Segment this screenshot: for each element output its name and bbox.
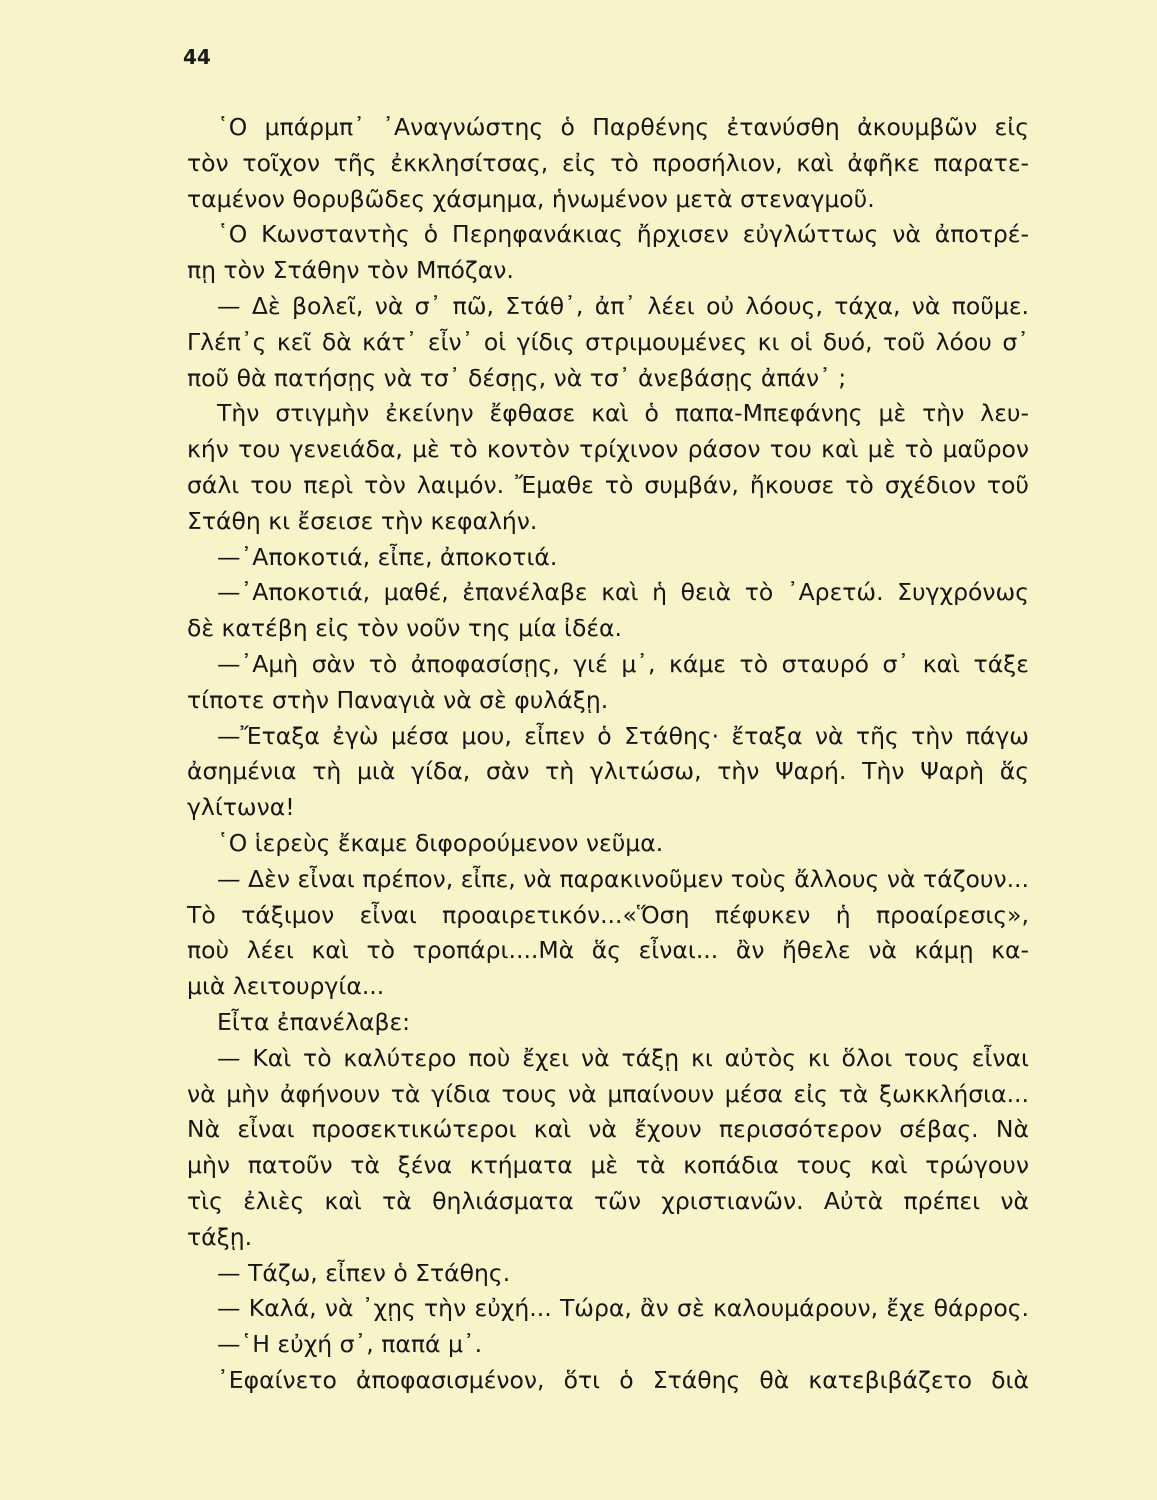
text-line: κήν του γενειάδα, μὲ τὸ κοντὸν τρίχινον ράσον του καὶ μὲ τὸ μαῦρον (187, 435, 1029, 464)
text-line: ῾Ο ἱερεὺς ἔκαμε διφορούμενον νεῦμα. (217, 828, 664, 857)
text-line: μιὰ λειτουργία... (187, 972, 385, 1001)
text-line: Εἶτα ἐπανέλαβε: (217, 1007, 411, 1036)
text-line: ῾Ο μπάρμπ᾿ ᾿Αναγνώστης ὁ Παρθένης ἐτανύσθη ἀκουμβῶν εἰς (217, 113, 1029, 141)
text-line: — Τάζω, εἶπεν ὁ Στάθης. (217, 1258, 511, 1287)
text-line: Γλέπ᾿ς κεῖ δὰ κάτ᾿ εἶν᾿ οἱ γίδις στριμουμένες κι οἱ δυό, τοῦ λόου σ᾿ (187, 327, 1029, 356)
text-line: —῾Η εὐχή σ᾿, παπά μ᾿. (217, 1330, 483, 1359)
text-line: Στάθη κι ἔσεισε τὴν κεφαλήν. (187, 506, 538, 535)
text-line: ταμένον θορυβῶδες χάσμημα, ἡνωμένον μετὰ στεναγμοῦ. (187, 184, 875, 213)
text-line: νὰ μὴν ἀφήνουν τὰ γίδια τους νὰ μπαίνουν μέσα εἰς τὰ ξωκκλήσια... (187, 1079, 1029, 1108)
text-line: — Καλά, νὰ ᾿χῃς τὴν εὐχή... Τώρα, ἂν σὲ καλουμάρουν, ἔχε θάρρος. (217, 1294, 1029, 1323)
text-line: τάξῃ. (187, 1222, 253, 1251)
text-line: πῃ τὸν Στάθην τὸν Μπόζαν. (187, 256, 514, 285)
body-text (187, 110, 1029, 1399)
text-line: ποὺ λέει καὶ τὸ τροπάρι....Μὰ ἅς εἶναι... ἂν ἤθελε νὰ κάμῃ κα- (187, 936, 1029, 965)
text-line: — Δὲν εἶναι πρέπον, εἶπε, νὰ παρακινοῦμεν τοὺς ἄλλους νὰ τάζουν... (217, 864, 1029, 893)
text-line: — Δὲ βολεῖ, νὰ σ᾿ πῶ, Στάθ᾿, ἀπ᾿ λέει οὐ λόους, τάχα, νὰ ποῦμε. (217, 291, 1029, 320)
text-line: —᾿Αποκοτιά, εἶπε, ἀποκοτιά. (217, 542, 558, 571)
text-line: —᾿Αμὴ σὰν τὸ ἀποφασίσῃς, γιέ μ᾿, κάμε τὸ σταυρό σ᾿ καὶ τάξε (217, 649, 1029, 678)
text-line: σάλι του περὶ τὸν λαιμόν. Ἔμαθε τὸ συμβάν, ἤκουσε τὸ σχέδιον τοῦ (187, 470, 1029, 499)
text-line: ἀσημένια τὴ μιὰ γίδα, σὰν τὴ γλιτώσω, τὴν Ψαρή. Τὴν Ψαρὴ ἅς (187, 757, 1029, 786)
text-line: Νὰ εἶναι προσεκτικώτεροι καὶ νὰ ἔχουν περισσότερον σέβας. Νὰ (187, 1115, 1029, 1144)
text-line: Τὸ τάξιμον εἶναι προαιρετικόν...«Ὅση πέφυκεν ἡ προαίρεσις», (187, 900, 1029, 929)
text-line: τίποτε στὴν Παναγιὰ νὰ σὲ φυλάξῃ. (187, 685, 609, 714)
text-line: τὸν τοῖχον τῆς ἐκκλησίτσας, εἰς τὸ προσήλιον, καὶ ἀφῆκε παρατε- (187, 148, 1029, 177)
text-line: Τὴν στιγμὴν ἐκείνην ἔφθασε καὶ ὁ παπα-Μπεφάνης μὲ τὴν λευ- (217, 399, 1029, 428)
text-line: — Καὶ τὸ καλύτερο ποὺ ἔχει νὰ τάξῃ κι αὐτὸς κι ὅλοι τους εἶναι (217, 1043, 1029, 1072)
page-number: 44 (183, 45, 211, 69)
text-line: ποῦ θὰ πατήσῃς νὰ τσ᾿ δέσῃς, νὰ τσ᾿ ἀνεβάσῃς ἀπάν᾿ ; (187, 363, 847, 392)
text-line: γλίτωνα! (187, 793, 295, 822)
text-line: τὶς ἐλιὲς καὶ τὰ θηλιάσματα τῶν χριστιανῶν. Αὐτὰ πρέπει νὰ (187, 1186, 1029, 1215)
text-line: ᾿Εφαίνετο ἀποφασισμένον, ὅτι ὁ Στάθης θὰ κατεβιβάζετο διὰ (217, 1365, 1029, 1394)
text-line: —Ἔταξα ἐγὼ μέσα μου, εἶπεν ὁ Στάθης· ἔταξα νὰ τῆς τὴν πάγω (217, 721, 1029, 750)
text-line: μὴν πατοῦν τὰ ξένα κτήματα μὲ τὰ κοπάδια τους καὶ τρώγουν (187, 1151, 1029, 1180)
text-line: δὲ κατέβη εἰς τὸν νοῦν της μία ἰδέα. (187, 614, 623, 643)
text-line: —᾿Αποκοτιά, μαθέ, ἐπανέλαβε καὶ ἡ θειὰ τὸ ᾿Αρετώ. Συγχρόνως (217, 578, 1029, 607)
text-line: ῾Ο Κωνσταντὴς ὁ Περηφανάκιας ἤρχισεν εὐγλώττως νὰ ἀποτρέ- (217, 220, 1029, 249)
